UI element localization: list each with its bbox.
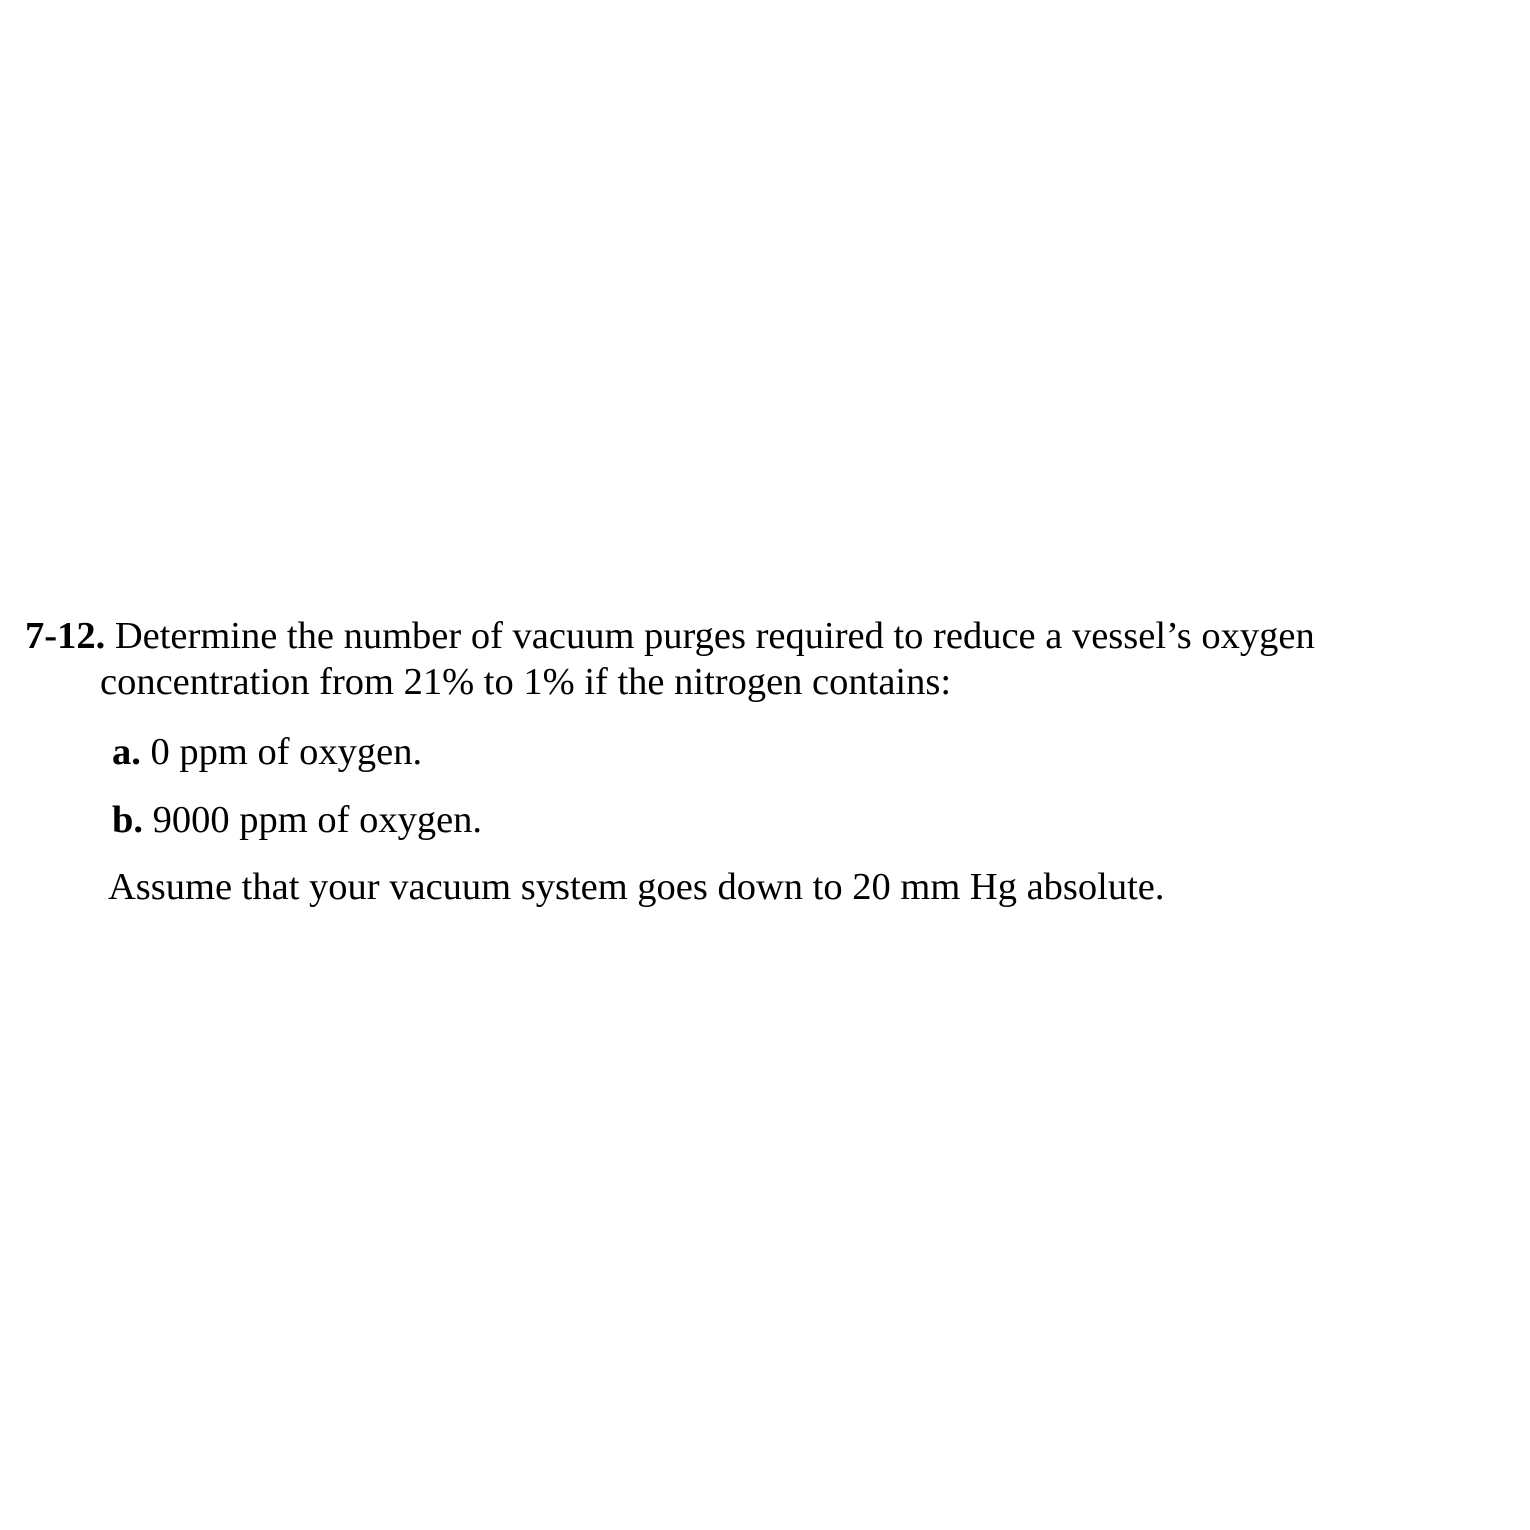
part-b bbox=[112, 797, 482, 843]
part-b-text: 9000 ppm of oxygen. bbox=[143, 799, 483, 841]
assumption-text: Assume that your vacuum system goes down to 20 mm Hg absolute. bbox=[108, 866, 1165, 908]
part-a-label: a. bbox=[112, 731, 141, 773]
problem-text-line-2: concentration from 21% to 1% if the nitrogen contains: bbox=[100, 661, 952, 703]
part-a-text: 0 ppm of oxygen. bbox=[140, 731, 423, 773]
problem-number: 7-12. bbox=[25, 615, 106, 657]
problem-text-line-1: Determine the number of vacuum purges required to reduce a vessel’s oxygen bbox=[105, 615, 1315, 657]
part-a bbox=[112, 729, 422, 775]
part-b-label: b. bbox=[112, 799, 144, 841]
problem-statement bbox=[25, 613, 1425, 705]
problem-line-1 bbox=[25, 613, 1425, 659]
